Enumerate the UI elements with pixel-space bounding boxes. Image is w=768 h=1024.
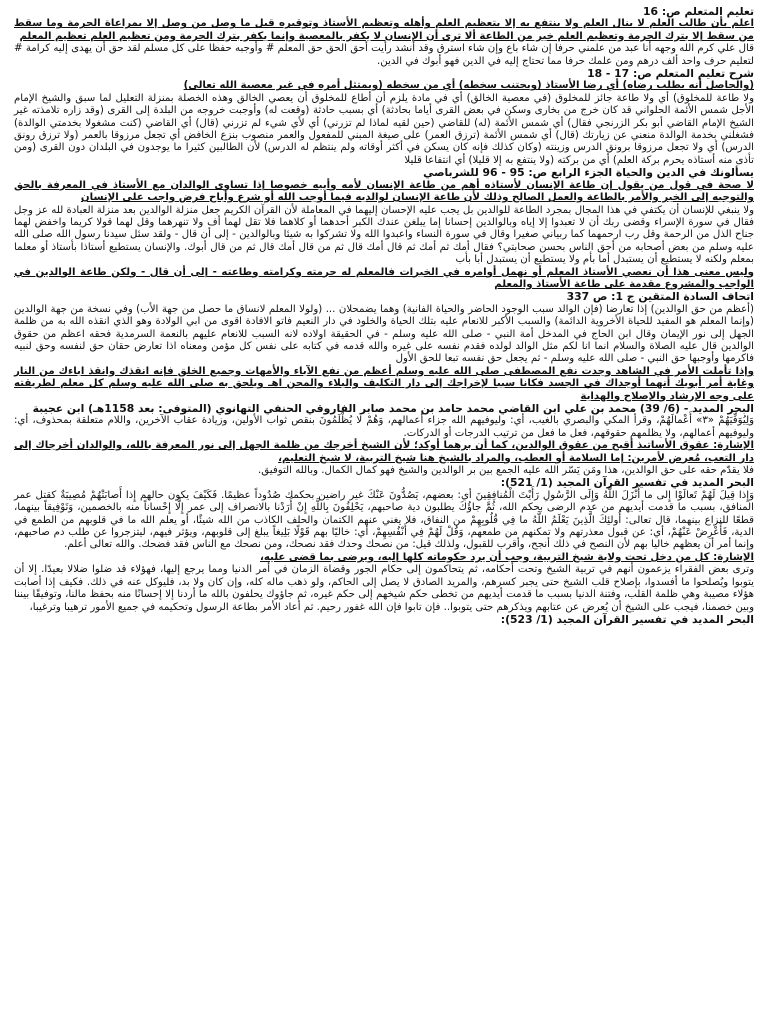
sec-sharh-bold: (والحاصل أنه يطلب رضاه) أي رضا الأستاذ (ويجتنب سخطه) أي من سخطه (ويمتثل أمره في غير معصية الله تعالى) — [183, 80, 754, 92]
sec-bahr523-heading: البحر المديد في تفسير القرآن المجيد (1/ 523): — [500, 612, 754, 626]
sec-sharh-text: ولا طاعة للمخلوق) أي ولا طاعة جائز للمخلوق (في معصية الخالق) أي في مادة يلزم أن أطاع للمخلوق أن يعصي الخالق وهذه الخصلة بمنزلة التعليل لما سبق والشيخ الإمام الأجل شمس الأئمة الحلواني قد كان خرج من بخارى وسكن في بعض القرى أياما بحادثة) أي بسبب حادثة (وقعت له) وأوجبت خروجه من البلدة إلى القرى (وقد زاره تلامذته غير الشيخ الإمام القاضي أبو بكر الزرنجي فقال) أي شمس الأئمة (له) للقاضي (حين لقيه لماذا لم تزرني) أي لأي شيء لم تزرني (قال) أي القاضي (كنت مشغولا بخدمتي الوالدة) فشغلني بخدمة الوالدة منعني عن زيارتك (قال) أي شمس الأئمة (ترزق العمر) على صيغة المبني للمفعول والعمر منصوب بنزع الخافض أي تجعل مرزوقا بالعمر (ولا ترزق رونق الدرس) أي ولا تجعل مرزوقا برونق الدرس وزينته (وكان كذلك فإنه كان يسكن في أكثر أوقاته ولم ينتظم له الدرس) لأن الطالبين كثيرا ما يوجدون في البلدان دون القرى (ومن تأذى منه أستاذه يحرم بركة العلم) أي من بركته (ولا ينتفع به إلا قليلا) أي انتفاعا قليلا — [14, 92, 754, 166]
sec-ithaf-bold: وإذا تأملت الأمر في الشاهد وجدت نفع المصطفى صلى الله عليه وسلم أعظم من نفع الآباء والأمهات وجميع الخلق فإنه انقذك وانقذ اباءك من النار وغاية أمر أبويك أنهما أوجداك في الجسد فكانا سببا لإخراجك إلى دار التكليف والبلاء والمحن اهـ ويلحق به صلى الله عليه وسلم كل معلم لطريقته على وجه الإرشاد والإصلاح والهداية — [14, 365, 754, 402]
sec-bahr521-text-2: وترى بعض الفقراء يزعمون أنهم في تربية الشيخ وتحت أحكامه، ثم يتحاكمون إلى حكام الجور وقضاة الزمان في أمر الدنيا ومما يرجع إليها، فهؤلاء قد ضلوا ضلالا بعيدًا. إلا أن يتوبوا ويُصلحوا ما أفسدوا، بإصلاح قلب الشيخ حتى يجبر كسرهم، والمريد الصادق لا يصل إلى الحاكم، ولو ذهب ماله كله، وإن كان ولا بد، فليوكل عنه في ذلك. فكيف إذا أصابت هؤلاء مصيبة وهي ظلمة القلب، وفتنة الدنيا بسبب ما قدمت أيديهم من تخطى حكم شيخهم إلى حكم غيره، ثم جاؤوك يحلفون بالله ما أردنا إلا إحسانًا منه بحفظ مالنا، وتوفيقًا بيننا وبين خصمنا، فيجب على الشيخ أن يُعرض عن عتابهم ويذكرهم حتى يتوبوا.. فإن تابوا فإن الله غفور رحيم. ثم أعاد الأمر بطاعة الرسول وتحكيمه في جميع الأمور ترهيبا وترغيبا، — [14, 564, 754, 613]
sec-bahr521-text: وَإِذا قِيلَ لَهُمْ تَعالَوْا إِلى ما أَنْزَلَ اللَّهُ وَإِلَى الرَّسُولِ رَأَيْتَ الْمُنافِقِينَ أي: بعضهم، يَصُدُّونَ عَنْكَ غير راضين بحكمك صُدُوداً عظيمًا. فَكَيْفَ يكون حالهم إِذا أَصابَتْهُمْ مُصِيبَةٌ كقتل عمر المنافق، بسبب ما قدمت أيديهم من عدم الرضى بحكم الله، ثُمَّ جاؤُكَ يطلبون دية صاحبهم، يَحْلِفُونَ بِاللَّهِ إِنْ أَرَدْنا بالانصراف إلى عمر إِلَّا إِحْساناً منه بالخصمين، وَتَوْفِيقاً بينهما، قطعًا للنزاع بينهما، قال تعالى: أُولئِكَ الَّذِينَ يَعْلَمُ اللَّهُ ما فِي قُلُوبِهِمْ من النفاق، فلا يغني عنهم الكتمان والحلف الكاذب من الله شيئًا، أو يعلم الله ما في قلوبهم من الطمع في الدية، فَأَعْرِضْ عَنْهُمْ، أي: عن قبول معذرتهم ولا تمكنهم من طمعهم، وَقُلْ لَهُمْ فِي أَنْفُسِهِمْ، أي: خاليًا بهم قَوْلًا بَلِيغاً يبلغ إلى قلوبهم، ويؤثر فيهم، ليتزجروا عن طلب دم صاحبهم، وإنما أمر أن يعظهم خاليا بهم لأن النصح في ذلك أنجح، وأقرب للقبول، ولذلك قيل: من نصحك وحدك فقد نصحك، ومن نصحك مع الناس فقد فضحك. والله تعالى أعلم. — [14, 489, 754, 551]
sec-bahr-text-2: فلا يقدّم حقه على حق الوالدين، هذا ومَن يَسّر الله عليه الجمع بين بر الوالدين والشيخ فهو كمال الكمال. وبالله التوفيق. — [258, 465, 754, 477]
sec-yasalunak-bold: لا صحة في قول من يقول إن طاعة الإنسان لأستاذه أهم من طاعة الإنسان لأمه وأبيه خصوصا إذا تساوى الوالدان مع الأستاذ في المعرفة بالحق والتوجيه إلى الخير والأمر بالطاعة والعمل الصالح وذلك لأن طاعة الإنسان لوالديه فيما أوجب الله أو شرع وأباح فرض واجب على الإنسان — [14, 179, 754, 204]
sec-talim-text: قال علي كرم الله وجهه أنا عبد من علمني حرفا إن شاء باع وإن شاء استرق وقد أنشد رأيت أحق الحق حق المعلم # وأوجبه حفظا على كل مسلم لقد حق أن يهدى إليه كرامة # لتعليم حرف واحد ألف درهم ومن علمك حرفا مما تحتاج إليه في الدين فهو أبوك في الدين. — [14, 43, 754, 67]
sec-talim-bold: اعلم بأن طالب العلم لا ينال العلم ولا ينتفع به إلا بتعظيم العلم وأهله وتعظيم الأستاذ وتوقيره قيل ما وصل من وصل إلا بمراعاة الحرمة وما سقط من سقط إلا بترك الحرمة وتعظيم العلم خير من الطاعة ألا ترى أن الإنسان لا يكفر بالمعصية وإنما يكفر بترك الحرمة ومن تعظيم العلم تعظيم المعلم — [14, 18, 754, 42]
sec-bahr521-heading: البحر المديد في تفسير القرآن المجيد (1/ 521): — [500, 476, 754, 490]
sec-bahr-bold: الإشارة: عقوق الأساتيذ أقبح من عقوق الوالدين، كما أن برهما أوكد؛ لأن الشيخ أخرجك من ظلمة الجهل إلى نور المعرفة بالله، والوالدان أخرجاك إلى دار التعب، مُعرض لأمرين: إما السلامة أو العطب، والمراد بالشيخ هنا شيخ التربية، لا شيخ التعليم، — [14, 440, 754, 464]
sec-ithaf-heading: اتحاف السادة المتقين ج 1: ص 337 — [566, 290, 754, 304]
sec-bahr-heading: البحر المديد - (6/ 39) محمد بن علي ابن القاضي محمد حامد بن محمد صابر الفاروقي الحنفي التهانوي (المتوفى: بعد 1158هـ) ابن عجيبة — [32, 402, 754, 415]
sec-yasalunak-text: ولا ينبغي للإنسان أن يكتفي في هذا المجال بمجرد الطاعة للوالدين بل يجب عليه الإحسان إليهما في المعاملة لأن القرآن الكريم جعل منزلة الوالدين بعد منزلة العبادة لله عز وجل فقال في سورة الإسراء وقضى ربك أن لا تعبدوا إلا إياه وبالوالدين إحسانا إما يبلغن عندك الكبر أحدهما أو كلاهما فلا تقل لهما أف ولا تنهرهما وقل لهما قولا كريما واخفض لهما جناح الذل من الرحمة وقل رب ارحمهما كما ربياني صغيرا وقال في سورة النساء واعبدوا الله ولا تشركوا به شيئا وبالوالدين - إلى أن قال - ولقد سئل سيدنا رسول الله صلى الله عليه وسلم من بعض أصحابه من أحق الناس بحسن صحابتي؟ فقال أمك ثم أمك ثم قال أمك قال ثم من قال أمك قال ثم من قال أبوك. والإنسان يستطيع أستاذا بأستاذ أو معلما بمعلم ولكنه لا يستطيع أن يستبدل أما بأم ولا يستطيع أن يستبدل أبا بأب — [14, 204, 754, 266]
sec-talim-heading: تعليم المتعلم ص: 16 — [643, 5, 754, 18]
sec-yasalunak-heading: يسألونك في الدين والحياة الجزء الرابع ص: 95 - 96 للشرباصي — [423, 166, 754, 180]
sec-bahr521-bold: الإشارة: كل من دخل تحت ولاية شيخ التربية، وجب أن يرد حكوماته كلها إليه، ويرضى بما قضى عليه، — [259, 551, 754, 563]
sec-yasalunak-bold-2: وليس معنى هذا أن نعصي الأستاذ المعلم أو نهمل أوامره في الخيرات فالمعلم له حرمته وكرامته وطاعته - إلى أن قال - ولكن طاعة الوالدين في الواجب والمشروع مقدمة على طاعة الأستاذ والمعلم — [14, 266, 754, 290]
sec-sharh-heading: شرح تعليم المتعلم ص: 17 - 18 — [587, 67, 754, 81]
sec-bahr-text: وَلِيُوَفِّيَهُمْ «٣» أَعْمالَهُمْ، وقرأ المكي والبصري بالغيب، أي: وليوفيهم الله جزاء أعمالهم، وَهُمْ لا يُظْلَمُونَ بنقص ثواب الأولين، وزيادة عقاب الآخرين، واللام متعلقة بمحذوف، أي: وليوفيهم أعمالهم، ولا يظلمهم حقوقهم، فعل ما فعل من ترتيب الدرجات أو الدركات. — [14, 415, 754, 439]
sec-ithaf-text: (أعظم من حق الوالدين) إذا تعارضا (فإن الوالد سبب الوجود الحاضر والحياة الفانية) وهما يضمحلان ... (ولولا المعلم لانساق ما حصل من جهة الأب) وفي نسخة من جهة الوالدين (وإنما المعلم هو المفيد للحياة الأخروية الدائمة) والسبب الأكبر للانعام عليه بتلك الحياة والخلود في دار النعيم فاتو الافادة اقوى من ابي الولادة وهو الذي انقذه الله به من ظلمة الجهل إلى نور الإيمان وقال ابن الحاج في المدخل أمة النبي - صلى الله عليه وسلم - في الحقيقة اولاده لانه السبب للانعام عليهم بالنعمة السرمدية فحقه اعظم من حقوق الوالدين قال عليه الصلاة والسلام انما انا لكم مثل الوالد لولده فقدم نفسه على غيره والله قدمه في كتابه على نفس كل مؤمن ومعناه اذا تعارض حقان حق لنفسه وحق لنبيه فاكرمها وأوجبها حق النبي - صلى الله عليه وسلم - ثم يجعل حق نفسه تبعا للحق الأول — [14, 303, 754, 365]
